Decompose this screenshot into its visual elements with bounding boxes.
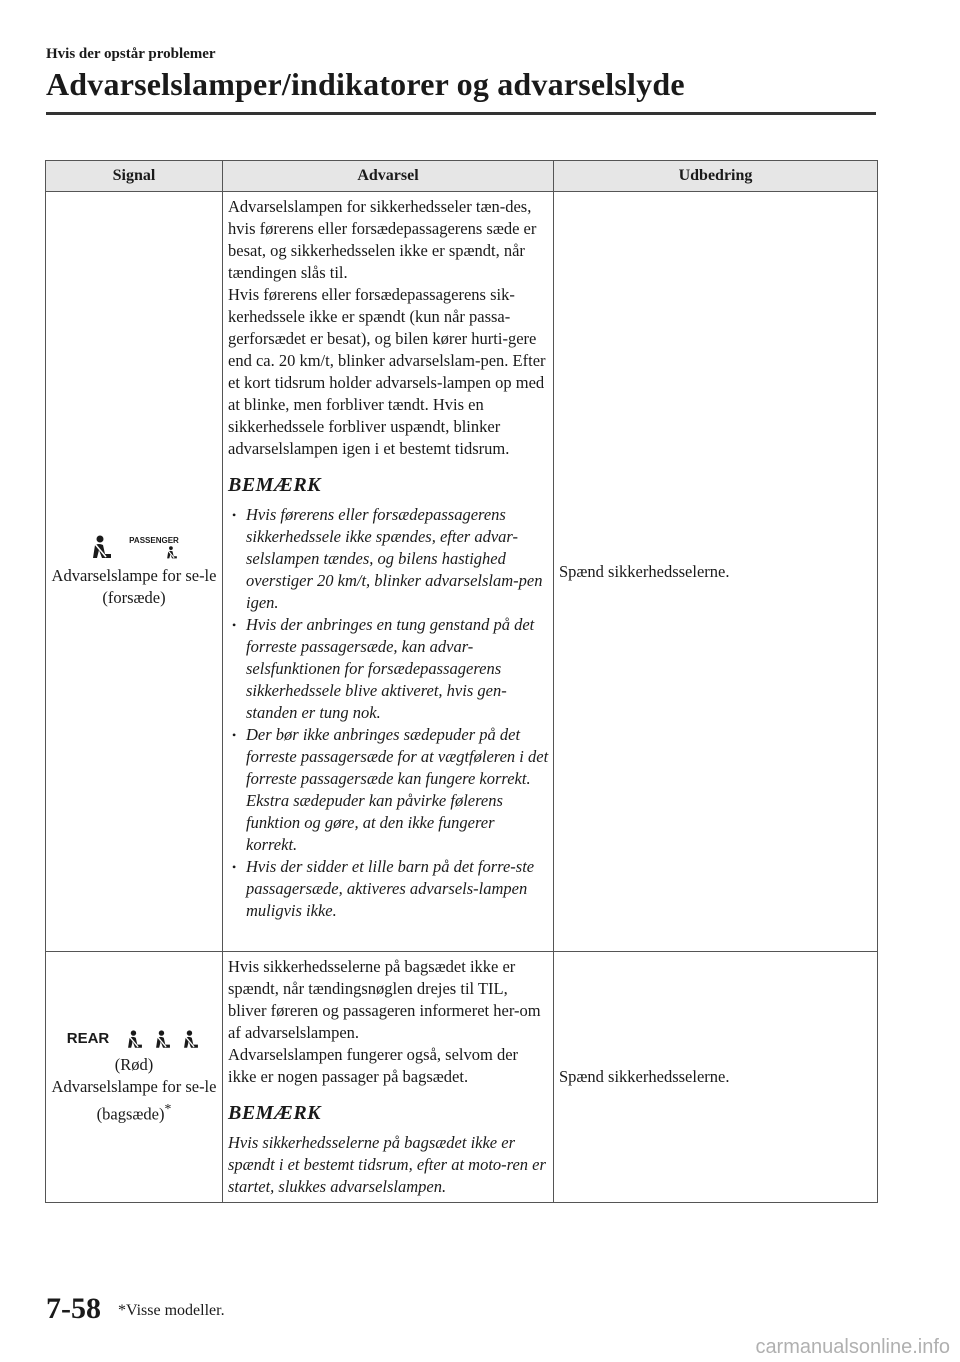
note-list xyxy=(228,504,549,922)
note-item: • Hvis der sidder et lille barn på det forre-ste passagersæde, aktiveres advarsels-lampen muligvis ikke. xyxy=(228,856,549,922)
warning-cell xyxy=(223,192,554,952)
warning-paragraph: Advarselslampen for sikkerhedsseler tæn-des, hvis førerens eller forsædepassagerens sæde er besat, og sikkerhedsselen ikke er spændt, når tændingen slås til. xyxy=(228,197,537,282)
warning-paragraph: Advarselslampen fungerer også, selvom der ikke er nogen passager på bagsædet. xyxy=(228,1045,519,1086)
rear-seatbelt-icon xyxy=(181,1030,201,1050)
page-number: 7-58 xyxy=(46,1292,101,1325)
table-header-row xyxy=(46,161,878,192)
note-item: • Hvis der anbringes en tung genstand på det forreste passagersæde, kan advar-selsfunktionen for forsædepassagerens sikkerhedssele blive aktiveret, hvis gen-standen er tung nok. xyxy=(228,614,549,724)
signal-cell xyxy=(46,192,223,952)
warning-cell xyxy=(223,952,554,1203)
signal-icons xyxy=(46,1028,222,1050)
signal-color: (Rød) xyxy=(114,1055,154,1075)
rear-seatbelt-icon xyxy=(125,1030,145,1050)
signal-caption: Advarselslampe for se-le (forsæde) xyxy=(51,565,217,607)
watermark: carmanualsonline.info xyxy=(755,1336,950,1358)
rear-icon-label: REAR xyxy=(66,1030,110,1048)
column-header-signal: Signal xyxy=(46,161,223,192)
note-heading: BEMÆRK xyxy=(228,474,322,496)
rear-seatbelt-icon xyxy=(153,1030,173,1050)
note-item: • Der bør ikke anbringes sædepuder på det forreste passagersæde for at vægtføleren i det forreste passagersæde kan fungere korrekt. Ekstra sædepuder kan påvirke følerens funktion og gøre, at den ikke fungerer korrekt. xyxy=(228,724,549,856)
seatbelt-icon xyxy=(89,535,115,561)
signal-icons xyxy=(46,535,222,561)
warning-lamps-table xyxy=(45,160,878,1203)
note-heading: BEMÆRK xyxy=(228,1102,322,1124)
column-header-warning: Advarsel xyxy=(223,161,554,192)
chapter-title: Advarselslamper/indikatorer og advarselslyde xyxy=(46,66,685,102)
note-item: • Hvis førerens eller forsædepassagerens sikkerhedssele ikke spændes, efter advar-selslampen tændes, og bilens hastighed overstiger 20 km/t, blinker advarselslam-pen igen. xyxy=(228,504,549,614)
footnote-mark: * xyxy=(164,1101,172,1117)
remedy-cell: Spænd sikkerhedsselerne. xyxy=(554,952,878,1203)
column-header-remedy: Udbedring xyxy=(554,161,878,192)
signal-cell xyxy=(46,952,223,1203)
signal-caption-wrap xyxy=(46,1076,222,1126)
warning-paragraph: Hvis sikkerhedsselerne på bagsædet ikke er spændt, når tændingsnøglen drejes til TIL, bliver føreren og passageren informeret her-om af advarselslampen. xyxy=(228,957,541,1042)
section-label: Hvis der opstår problemer xyxy=(46,46,216,62)
table-row xyxy=(46,192,878,952)
warning-paragraph: Hvis førerens eller forsædepassagerens sik-kerhedssele ikke er spændt (kun når passa-gerforsædet er besat), og bilen kører hurti-gere end ca. 20 km/t, blinker advarselslam-pen. Efter et kort tidsrum holder advarsels-lampen op med at blinke, men forbliver tændt. Hvis en sikkerhedssele forbliver uspændt, blinker advarselslampen igen i et bestemt tidsrum. xyxy=(228,285,546,458)
remedy-cell: Spænd sikkerhedsselerne. xyxy=(554,192,878,952)
passenger-seatbelt-icon xyxy=(129,536,179,561)
signal-caption: Advarselslampe for se-le (bagsæde) xyxy=(51,1077,217,1124)
table-row xyxy=(46,952,878,1203)
footnote: *Visse modeller. xyxy=(118,1302,225,1319)
passenger-icon-label: PASSENGER xyxy=(129,535,179,545)
title-divider xyxy=(46,112,876,115)
note-text: Hvis sikkerhedsselerne på bagsædet ikke er spændt i et bestemt tidsrum, efter at moto-ren er startet, slukkes advarselslampen. xyxy=(228,1133,546,1196)
